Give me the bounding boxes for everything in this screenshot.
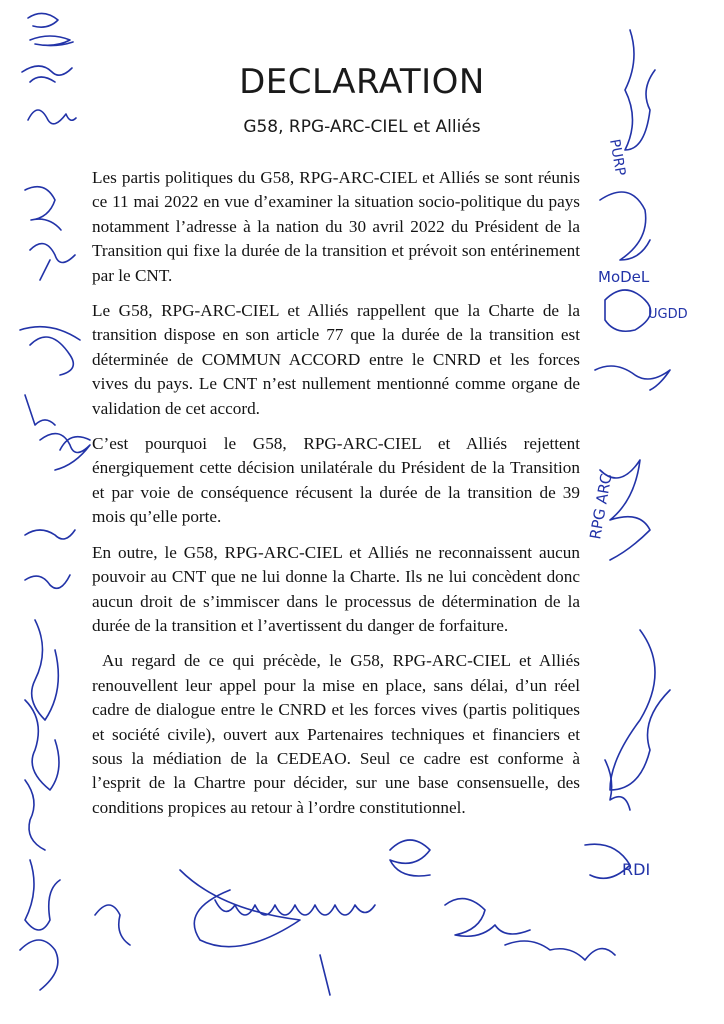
signature-bottom-7 <box>320 955 330 995</box>
signature-right-8 <box>585 844 630 878</box>
signature-bottom-3 <box>215 900 375 915</box>
signature-left-9 <box>25 530 75 539</box>
signature-left-4 <box>25 187 61 230</box>
signature-right-7 <box>605 760 630 810</box>
signature-label-rpg-arc: RPG ARC <box>586 472 616 541</box>
paragraph-1: Les partis politiques du G58, RPG-ARC-CIEL et Alliés se sont réunis ce 11 mai 2022 en vue d’examiner la situation socio-politique du pays notamment l’adresse à la nation du 30 avril 2022 du Président de la Transition qui fixe la durée de la transition et prévoit son entérinement par le CNT. <box>92 168 580 285</box>
signature-bottom-5 <box>445 899 530 937</box>
signature-right-2 <box>600 192 650 260</box>
signature-left-1 <box>28 13 73 45</box>
signature-label-ugdd: UGDD <box>648 307 688 322</box>
signature-label-rdi: RDI <box>622 860 651 879</box>
document-title: DECLARATION <box>239 62 485 102</box>
paragraph-2: Le G58, RPG-ARC-CIEL et Alliés rappellent que la Charte de la transition dispose en son article 77 que la durée de la transition est déterminée de COMMUN ACCORD entre le CNRD et les forces vives du pays. Le CNT n’est nullement mentionné comme organe de validation de cet accord. <box>92 301 580 418</box>
signature-left-8 <box>40 434 90 470</box>
document-subtitle: G58, RPG-ARC-CIEL et Alliés <box>243 117 481 137</box>
signature-bottom-6 <box>505 941 615 960</box>
signature-left-10 <box>25 575 70 588</box>
paragraph-3: C’est pourquoi le G58, RPG-ARC-CIEL et Alliés rejettent énergiquement cette décision unilatérale du Président de la Transition et par voie de conséquence récusent la durée de la transition de 39 mois qu’elle porte. <box>92 434 580 527</box>
signature-left-6 <box>20 327 80 375</box>
signature-bottom-2 <box>180 870 300 947</box>
signature-bottom-4 <box>390 840 430 876</box>
signature-right-5 <box>600 460 650 560</box>
signature-right-6 <box>610 630 670 790</box>
signature-left-15 <box>20 940 58 990</box>
signature-left-14 <box>25 860 60 930</box>
declaration-body <box>92 166 580 831</box>
signature-left-12 <box>25 700 59 790</box>
paragraph-4: En outre, le G58, RPG-ARC-CIEL et Alliés ne reconnaissent aucun pouvoir au CNT que ne lui donne la Charte. Ils ne lui concèdent donc aucun droit de s’immiscer dans le processus de détermination de la durée de la transition et l’avertissent du danger de forfaiture. <box>92 542 580 635</box>
signature-left-7 <box>25 395 55 425</box>
signature-left-13 <box>25 780 45 850</box>
signature-right-3 <box>605 290 651 331</box>
signature-label-purp: PURP <box>606 137 629 177</box>
signature-bottom-1 <box>95 905 130 945</box>
signature-right-4 <box>595 366 670 390</box>
signature-left-11 <box>32 620 59 720</box>
paragraph-5: Au regard de ce qui précède, le G58, RPG-ARC-CIEL et Alliés renouvellent leur appel pour la mise en place, sans délai, d’un réel cadre de dialogue entre le CNRD et les forces vives (partis politiques et société civile), ouvert aux Partenaires techniques et financiers et sous la médiation de la CEDEAO. Seul ce cadre est conforme à l’esprit de la Chartre pour décider, sur une base consensuelle, des conditions propices au retour à l’ordre constitutionnel. <box>92 651 580 817</box>
signature-label-model: MoDeL <box>598 268 650 286</box>
signature-left-5 <box>30 244 75 280</box>
